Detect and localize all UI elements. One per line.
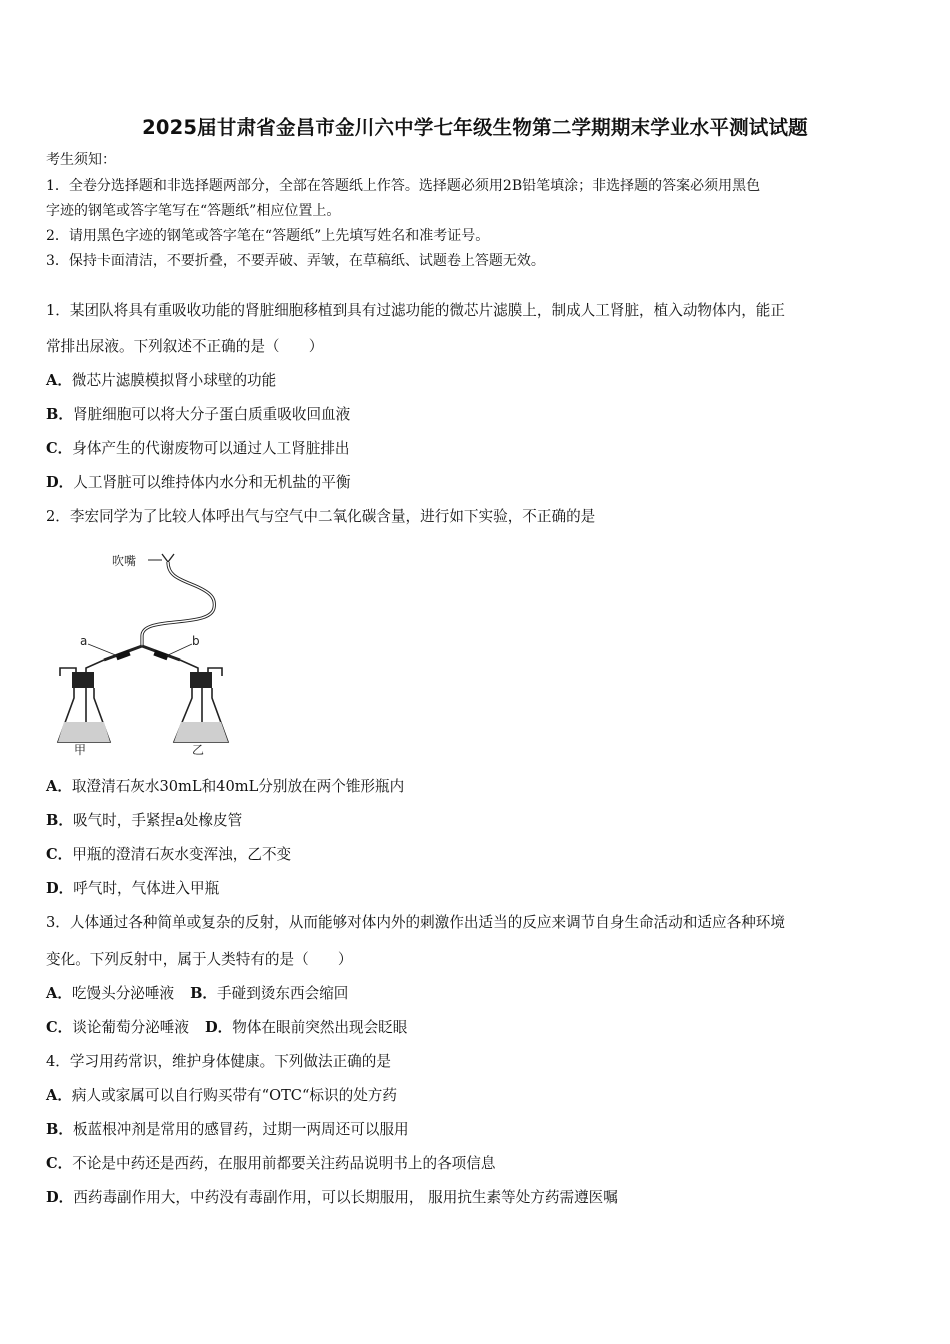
rubber-tube-a — [115, 650, 130, 660]
option-key: D． — [46, 1189, 74, 1206]
option-text: 西药毒副作用大，中药没有毒副作用，可以长期服用， 服用抗生素等处方药需遵医嘱 — [73, 1189, 618, 1206]
question-4-option-d[interactable] — [46, 1188, 618, 1208]
option-key: C． — [46, 846, 73, 863]
question-1-option-a[interactable] — [46, 371, 276, 391]
question-3-option-d[interactable] — [205, 1019, 407, 1036]
option-key: A． — [46, 372, 72, 389]
question-2-option-c[interactable] — [46, 845, 291, 865]
question-4-option-c[interactable] — [46, 1154, 495, 1174]
right-limewater — [174, 722, 228, 742]
notice-item-3: 3．保持卡面清洁，不要折叠，不要弄破、弄皱，在草稿纸、试题卷上答题无效。 — [46, 253, 545, 269]
question-1-option-b[interactable] — [46, 405, 350, 425]
option-text: 板蓝根冲剂是常用的感冒药，过期一两周还可以服用 — [72, 1121, 409, 1138]
option-text: 人工肾脏可以维持体内水分和无机盐的平衡 — [73, 474, 351, 491]
notice-item-1-cont: 字迹的钢笔或答字笔写在“答题纸”相应位置上。 — [46, 203, 341, 219]
option-key: A． — [46, 985, 72, 1002]
option-key: A． — [46, 778, 72, 795]
left-stopper — [72, 672, 94, 688]
option-text: 病人或家属可以自行购买带有“OTC“标识的处方药 — [71, 1087, 397, 1104]
left-limewater — [58, 722, 110, 742]
question-3-options-row-2 — [46, 1018, 407, 1038]
option-text: 呼气时，气体进入甲瓶 — [73, 880, 220, 897]
option-key: B． — [46, 812, 73, 829]
question-4-option-b[interactable] — [46, 1120, 409, 1140]
question-3-stem: 3．人体通过各种简单或复杂的反射，从而能够对体内外的刺激作出适当的反应来调节自身生命活动和适应各种环境 — [46, 914, 785, 931]
rubber-tube-b — [153, 650, 168, 660]
notice-item-2: 2．请用黑色字迹的钢笔或答字笔在“答题纸”上先填写姓名和准考证号。 — [46, 228, 490, 244]
option-key: B． — [46, 1121, 73, 1138]
option-key: D． — [204, 1019, 233, 1036]
question-2-stem: 2．李宏同学为了比较人体呼出气与空气中二氧化碳含量，进行如下实验，不正确的是 — [46, 508, 596, 525]
question-2-option-a[interactable] — [46, 777, 404, 797]
option-key: C． — [46, 1019, 73, 1036]
option-text: 身体产生的代谢废物可以通过人工肾脏排出 — [72, 440, 350, 457]
option-text: 物体在眼前突然出现会眨眼 — [232, 1019, 408, 1036]
option-key: C． — [46, 440, 73, 457]
junction-tube — [104, 646, 180, 660]
tube-outer — [142, 562, 214, 646]
leader-b — [166, 644, 192, 656]
leader-a — [88, 644, 118, 656]
question-1-stem-cont: 常排出尿液。下列叙述不正确的是（ ） — [46, 338, 324, 355]
question-3-stem-cont: 变化。下列反射中，属于人类特有的是（ ） — [46, 951, 353, 968]
label-a: a — [80, 634, 88, 648]
option-key: D． — [46, 474, 74, 491]
flask-left-label: 甲 — [74, 743, 87, 757]
question-3-options-row-1 — [46, 984, 348, 1004]
right-stopper — [190, 672, 212, 688]
option-text: 取澄清石灰水30mL和40mL分别放在两个锥形瓶内 — [71, 778, 405, 795]
option-key: B． — [190, 985, 218, 1002]
option-text: 肾脏细胞可以将大分子蛋白质重吸收回血液 — [72, 406, 351, 423]
question-1-option-d[interactable] — [46, 473, 351, 493]
question-1-option-c[interactable] — [46, 439, 350, 459]
option-key: C． — [46, 1155, 73, 1172]
option-text: 吸气时，手紧捏a处橡皮管 — [72, 812, 243, 829]
label-b: b — [192, 634, 200, 648]
question-4-option-a[interactable] — [46, 1086, 397, 1106]
option-key: B． — [46, 406, 73, 423]
option-text: 不论是中药还是西药，在服用前都要关注药品说明书上的各项信息 — [72, 1155, 496, 1172]
flask-right-label: 乙 — [192, 743, 205, 757]
page-title: 2025届甘肃省金昌市金川六中学七年级生物第二学期期末学业水平测试试题 — [142, 116, 808, 139]
question-2-option-d[interactable] — [46, 879, 219, 899]
question-3-option-c[interactable] — [46, 1019, 189, 1036]
mouthpiece-icon — [162, 554, 174, 562]
option-text: 手碰到烫东西会缩回 — [217, 985, 349, 1002]
notice-item-1: 1．全卷分选择题和非选择题两部分，全部在答题纸上作答。选择题必须用2B铅笔填涂；非选择题的答案必须用黑色 — [46, 178, 761, 194]
question-4-stem: 4．学习用药常识，维护身体健康。下列做法正确的是 — [46, 1053, 391, 1070]
option-text: 吃馒头分泌唾液 — [71, 985, 175, 1002]
option-key: A． — [46, 1087, 72, 1104]
option-text: 甲瓶的澄清石灰水变浑浊，乙不变 — [72, 846, 292, 863]
option-key: D． — [46, 880, 74, 897]
question-2-option-b[interactable] — [46, 811, 242, 831]
option-text: 谈论葡萄分泌唾液 — [72, 1019, 189, 1036]
tube-inner — [142, 562, 214, 646]
notice-heading: 考生须知： — [46, 152, 116, 168]
option-text: 微芯片滤膜模拟肾小球壁的功能 — [71, 372, 277, 389]
question-1-stem: 1．某团队将具有重吸收功能的肾脏细胞移植到具有过滤功能的微芯片滤膜上，制成人工肾脏，植入动物体内，能正 — [46, 302, 785, 319]
experiment-figure — [46, 548, 236, 758]
question-3-option-a[interactable] — [46, 985, 174, 1002]
mouthpiece-label: 吹嘴 — [112, 554, 137, 568]
question-3-option-b[interactable] — [190, 985, 348, 1002]
